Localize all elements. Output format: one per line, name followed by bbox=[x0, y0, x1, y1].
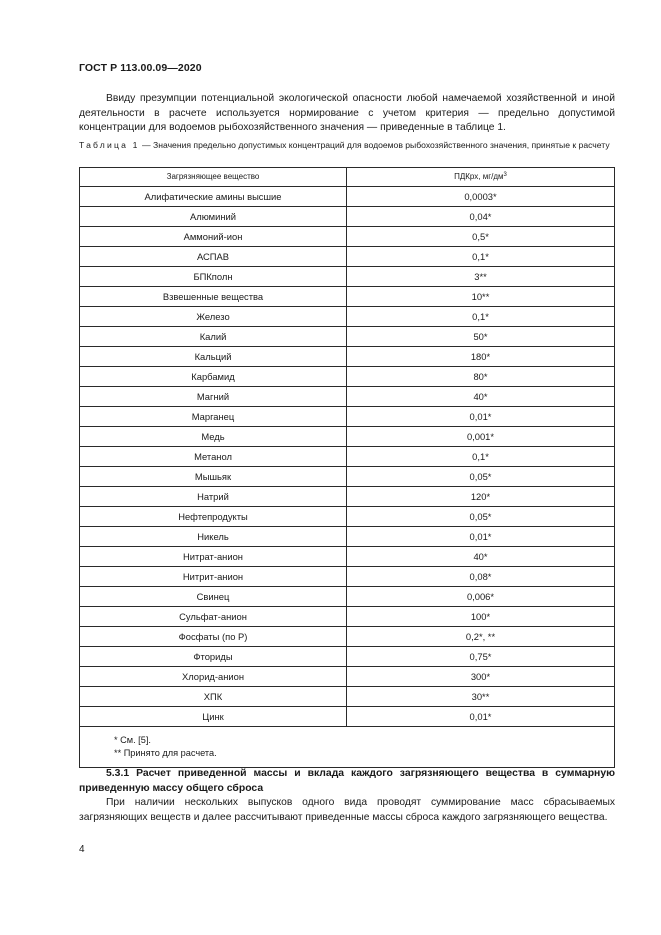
substance-cell: Хлорид-анион bbox=[80, 667, 347, 687]
pdk-value-cell: 40* bbox=[347, 387, 615, 407]
table-row bbox=[80, 347, 615, 367]
table-row bbox=[80, 647, 615, 667]
substance-cell: Калий bbox=[80, 327, 347, 347]
table-row bbox=[80, 387, 615, 407]
table-header-row bbox=[80, 168, 615, 187]
pdk-value-cell: 100* bbox=[347, 607, 615, 627]
substance-cell: Нитрит-анион bbox=[80, 567, 347, 587]
pdk-value-cell: 80* bbox=[347, 367, 615, 387]
substance-cell: Цинк bbox=[80, 707, 347, 727]
substance-cell: Нитрат-анион bbox=[80, 547, 347, 567]
pdk-table bbox=[79, 167, 615, 768]
substance-cell: Магний bbox=[80, 387, 347, 407]
pdk-value-cell: 0,01* bbox=[347, 707, 615, 727]
table-row bbox=[80, 507, 615, 527]
pdk-value-cell: 0,2*, ** bbox=[347, 627, 615, 647]
table-row bbox=[80, 287, 615, 307]
substance-cell: Алюминий bbox=[80, 207, 347, 227]
intro-paragraph: Ввиду презумпции потенциальной экологической опасности любой намечаемой хозяйственной и иной деятельности в расчете используется нормирование с учетом критерия — предельно допустимой концентрации для водоемов рыбохозяйственного значения — приведенные в таблице 1. bbox=[79, 93, 615, 133]
table-row bbox=[80, 687, 615, 707]
table-row bbox=[80, 447, 615, 467]
table-row bbox=[80, 487, 615, 507]
substance-cell: Алифатические амины высшие bbox=[80, 187, 347, 207]
section-title: 5.3.1 Расчет приведенной массы и вклада каждого загрязняющего вещества в суммарную приведенную массу общего сброса bbox=[79, 768, 615, 794]
pdk-value-cell: 0,0003* bbox=[347, 187, 615, 207]
table-row bbox=[80, 187, 615, 207]
substance-cell: Никель bbox=[80, 527, 347, 547]
header-pdk bbox=[347, 168, 615, 187]
substance-cell: Взвешенные вещества bbox=[80, 287, 347, 307]
substance-cell: Нефтепродукты bbox=[80, 507, 347, 527]
table-row bbox=[80, 527, 615, 547]
pdk-value-cell: 0,001* bbox=[347, 427, 615, 447]
substance-cell: Марганец bbox=[80, 407, 347, 427]
pdk-value-cell: 0,1* bbox=[347, 247, 615, 267]
header-substance: Загрязняющее вещество bbox=[80, 168, 347, 187]
note-1: * См. [5]. bbox=[114, 735, 151, 745]
pdk-value-cell: 30** bbox=[347, 687, 615, 707]
substance-cell: Фосфаты (по Р) bbox=[80, 627, 347, 647]
pdk-value-cell: 0,5* bbox=[347, 227, 615, 247]
table-row bbox=[80, 567, 615, 587]
pdk-value-cell: 50* bbox=[347, 327, 615, 347]
table-row bbox=[80, 607, 615, 627]
table-body bbox=[80, 187, 615, 727]
substance-cell: Карбамид bbox=[80, 367, 347, 387]
table-row bbox=[80, 267, 615, 287]
note-2: ** Принято для расчета. bbox=[114, 747, 217, 758]
pdk-value-cell: 40* bbox=[347, 547, 615, 567]
pdk-value-cell: 0,006* bbox=[347, 587, 615, 607]
table-row bbox=[80, 627, 615, 647]
table-caption-label: Таблица 1 bbox=[79, 140, 140, 150]
pdk-value-cell: 0,05* bbox=[347, 507, 615, 527]
substance-cell: Натрий bbox=[80, 487, 347, 507]
section-body: При наличии нескольких выпусков одного вида проводят суммирование масс сбрасываемых загрязняющих веществ и далее рассчитывают приведенные массы сброса каждого загрязняющего вещества. bbox=[79, 797, 615, 823]
substance-cell: Железо bbox=[80, 307, 347, 327]
pdk-value-cell: 0,1* bbox=[347, 307, 615, 327]
pdk-value-cell: 3** bbox=[347, 267, 615, 287]
substance-cell: Кальций bbox=[80, 347, 347, 367]
pdk-value-cell: 10** bbox=[347, 287, 615, 307]
substance-cell: АСПАВ bbox=[80, 247, 347, 267]
pdk-value-cell: 180* bbox=[347, 347, 615, 367]
table-row bbox=[80, 467, 615, 487]
page-number: 4 bbox=[79, 844, 85, 855]
substance-cell: Свинец bbox=[80, 587, 347, 607]
pdk-value-cell: 0,75* bbox=[347, 647, 615, 667]
table-row bbox=[80, 307, 615, 327]
table-row bbox=[80, 667, 615, 687]
substance-cell: ХПК bbox=[80, 687, 347, 707]
substance-cell: Аммоний-ион bbox=[80, 227, 347, 247]
substance-cell: Метанол bbox=[80, 447, 347, 467]
pdk-value-cell: 120* bbox=[347, 487, 615, 507]
header-pdk-superscript: 3 bbox=[503, 172, 507, 178]
pdk-value-cell: 0,01* bbox=[347, 407, 615, 427]
pdk-value-cell: 0,1* bbox=[347, 447, 615, 467]
substance-cell: Фториды bbox=[80, 647, 347, 667]
table-row bbox=[80, 427, 615, 447]
pdk-value-cell: 0,05* bbox=[347, 467, 615, 487]
notes-row bbox=[80, 727, 615, 768]
table-row bbox=[80, 247, 615, 267]
table-row bbox=[80, 547, 615, 567]
pdk-value-cell: 0,08* bbox=[347, 567, 615, 587]
table-notes bbox=[80, 727, 615, 768]
pdk-value-cell: 0,01* bbox=[347, 527, 615, 547]
table-row bbox=[80, 407, 615, 427]
table-row bbox=[80, 327, 615, 347]
substance-cell: Медь bbox=[80, 427, 347, 447]
table-caption-text: — Значения предельно допустимых концентраций для водоемов рыбохозяйственного значения, принятые к расчету bbox=[139, 140, 610, 150]
pdk-value-cell: 0,04* bbox=[347, 207, 615, 227]
table-row bbox=[80, 227, 615, 247]
table-caption bbox=[79, 140, 615, 152]
pdk-value-cell: 300* bbox=[347, 667, 615, 687]
substance-cell: Мышьяк bbox=[80, 467, 347, 487]
substance-cell: Сульфат-анион bbox=[80, 607, 347, 627]
header-pdk-label: ПДКрх, мг/дм bbox=[454, 172, 504, 181]
table-row bbox=[80, 707, 615, 727]
table-row bbox=[80, 207, 615, 227]
table-row bbox=[80, 587, 615, 607]
table-row bbox=[80, 367, 615, 387]
substance-cell: БПКполн bbox=[80, 267, 347, 287]
document-code: ГОСТ Р 113.00.09—2020 bbox=[79, 62, 202, 74]
